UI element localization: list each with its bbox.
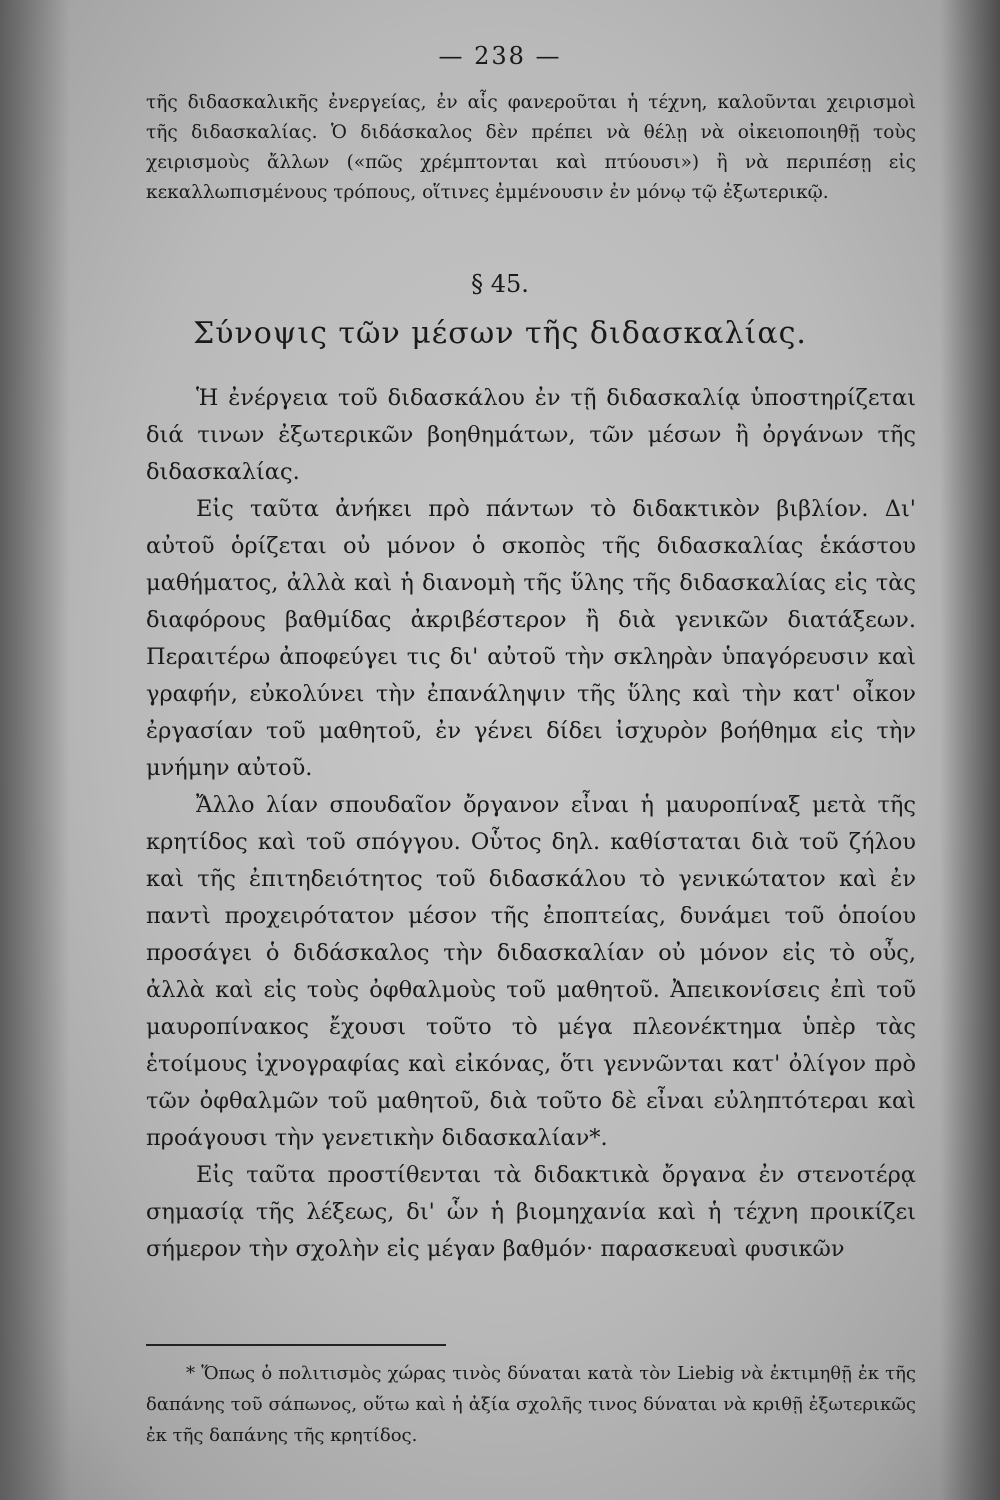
paragraph: Ἡ ἐνέργεια τοῦ διδασκάλου ἐν τῇ διδασκαλίᾳ ὑποστηρίζεται διά τινων ἐξωτερικῶν βοηθημάτων, τῶν μέσων ἢ ὀργάνων τῆς διδασκαλίας. — [146, 385, 916, 485]
paragraph: Εἰς ταῦτα ἀνήκει πρὸ πάντων τὸ διδακτικὸν βιβλίον. Δι' αὐτοῦ ὁρίζεται οὐ μόνον ὁ σκοπὸς τῆς διδασκαλίας ἑκάστου μαθήματος, ἀλλὰ καὶ ἡ διανομὴ τῆς ὕλης τῆς διδασκαλίας εἰς τὰς διαφόρους βαθμίδας ἀκριβέστερον ἢ διὰ γενικῶν διατάξεων. Περαιτέρω ἀποφεύγει τις δι' αὐτοῦ τὴν σκληρὰν ὑπαγόρευσιν καὶ γραφήν, εὐκολύνει τὴν ἐπανάληψιν τῆς ὕλης καὶ τὴν κατ' οἶκον ἐργασίαν τοῦ μαθητοῦ, ἐν γένει δίδει ἰσχυρὸν βοήθημα εἰς τὴν μνήμην αὐτοῦ. — [146, 496, 916, 781]
intro-paragraph: τῆς διδασκαλικῆς ἐνεργείας, ἐν αἷς φανεροῦται ἡ τέχνη, καλοῦνται χειρισμοὶ τῆς διδασκαλίας. Ὁ διδάσκαλος δὲν πρέπει νὰ θέλῃ νὰ οἰκειοποιηθῇ τοὺς χειρισμοὺς ἄλλων («πῶς χρέμπτονται καὶ πτύουσι») ἢ νὰ περιπέσῃ εἰς κεκαλλωπισμένους τρόπους, οἵτινες ἐμμένουσιν ἐν μόνῳ τῷ ἐξωτερικῷ. — [146, 92, 916, 203]
section-title: Σύνοψις τῶν μέσων τῆς διδασκαλίας. — [193, 316, 807, 351]
paragraph: Εἰς ταῦτα προστίθενται τὰ διδακτικὰ ὄργανα ἐν στενοτέρᾳ σημασίᾳ τῆς λέξεως, δι' ὧν ἡ βιομηχανία καὶ ἡ τέχνη προικίζει σήμερον τὴν σχολὴν εἰς μέγαν βαθμόν· παρασκευαὶ φυσικῶν — [146, 1162, 916, 1262]
paragraph: Ἄλλο λίαν σπουδαῖον ὄργανον εἶναι ἡ μαυροπίναξ μετὰ τῆς κρητίδος καὶ τοῦ σπόγγου. Οὗτος δηλ. καθίσταται διὰ τοῦ ζήλου καὶ τῆς ἐπιτηδειότητος τοῦ διδασκάλου τὸ γενικώτατον καὶ ἐν παντὶ προχειρότατον μέσον τῆς ἐποπτείας, δυνάμει τοῦ ὁποίου προσάγει ὁ διδάσκαλος τὴν διδασκαλίαν οὐ μόνον εἰς τὸ οὖς, ἀλλὰ καὶ εἰς τοὺς ὀφθαλμοὺς τοῦ μαθητοῦ. Ἀπεικονίσεις ἐπὶ τοῦ μαυροπίνακος ἔχουσι τοῦτο τὸ μέγα πλεονέκτημα ὑπὲρ τὰς ἑτοίμους ἰχνογραφίας καὶ εἰκόνας, ὅτι γεννῶνται κατ' ὀλίγον πρὸ τῶν ὀφθαλμῶν τοῦ μαθητοῦ, διὰ τοῦτο δὲ εἶναι εὐληπτότεραι καὶ προάγουσι τὴν γενετικὴν διδασκαλίαν*. — [146, 792, 916, 1151]
section-number: § 45. — [471, 270, 529, 298]
footnote: * Ὅπως ὁ πολιτισμὸς χώρας τινὸς δύναται κατὰ τὸν Liebig νὰ ἐκτιμηθῇ ἐκ τῆς δαπάνης τοῦ σάπωνος, οὕτω καὶ ἡ ἀξία σχολῆς τινος δύναται νὰ κριθῇ ἐξωτερικῶς ἐκ τῆς δαπάνης τῆς κρητίδος. — [146, 1363, 916, 1446]
body-text — [146, 380, 916, 1268]
page-number: — 238 — — [438, 42, 562, 70]
page-shadow-left — [0, 0, 70, 1500]
footnote-divider — [146, 1344, 446, 1346]
page-shadow-right — [940, 0, 1000, 1500]
